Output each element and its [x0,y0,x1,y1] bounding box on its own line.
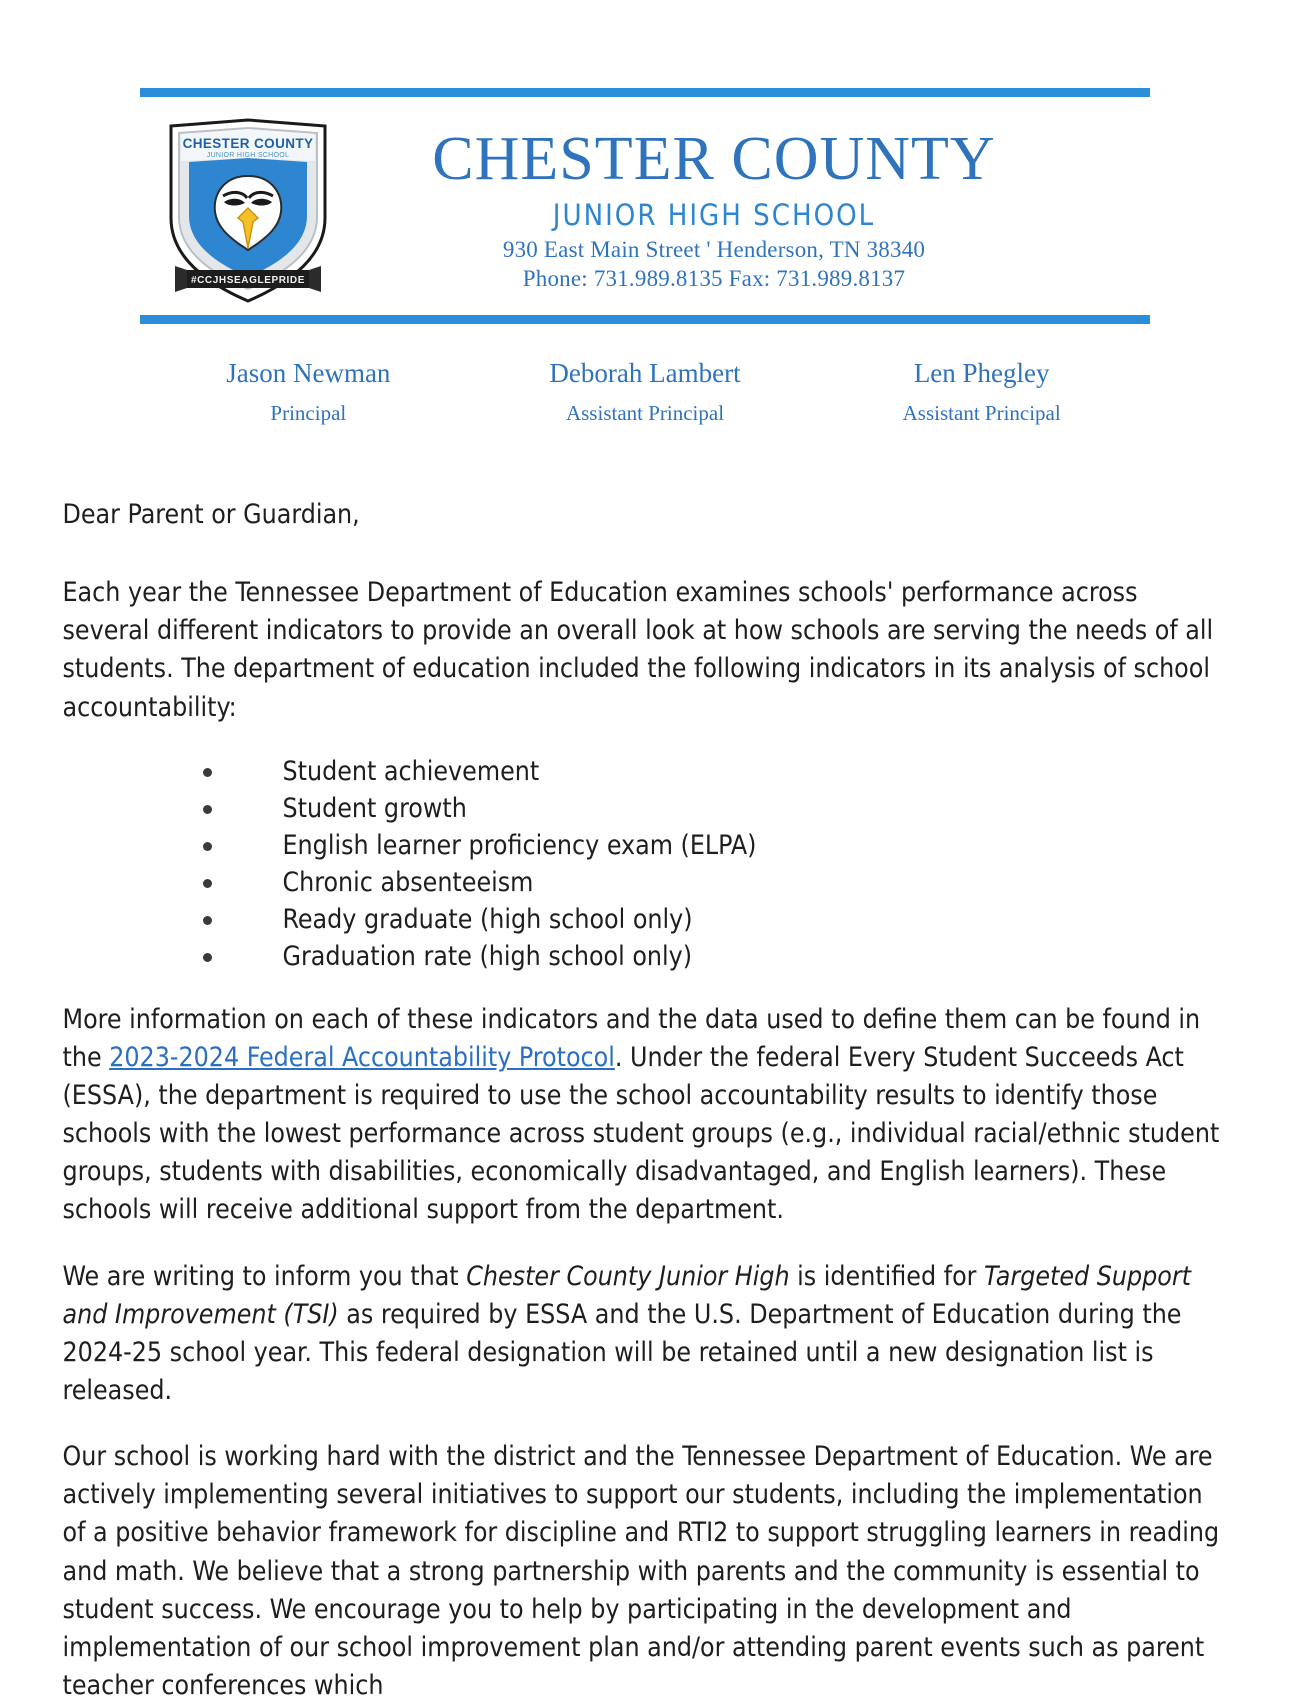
administrator-principal [140,358,477,426]
letterhead-bottom-rule [140,315,1150,324]
list-item-label: Student growth [282,792,467,824]
paragraph-tsi-designation [63,1258,1228,1411]
list-item-label: Chronic absenteeism [282,866,534,898]
letterhead-top-rule [140,88,1150,97]
list-item [203,903,1228,938]
list-item-label: Student achievement [282,755,540,787]
paragraph-more-information [63,1001,1228,1230]
list-item [203,792,1228,827]
letterhead [140,0,1150,324]
administrator-title: Assistant Principal [565,401,725,425]
svg-text:#CCJHSEAGLEPRIDE: #CCJHSEAGLEPRIDE [190,274,305,286]
tsi-text-a: We are writing to inform you that [62,1260,467,1292]
accountability-indicator-list [63,755,1228,975]
administrator-title: Principal [270,401,347,425]
bullet-icon [203,916,212,925]
administrator-name: Jason Newman [226,358,391,388]
list-item [203,940,1228,975]
list-item [203,829,1228,864]
paragraph-indicators-intro: Each year the Tennessee Department of Education examines schools' performance across several different indicators to provide an overall look at how schools are serving the needs of all students. The department of education included the following indicators in its analysis of school accountability: [62,577,1214,723]
svg-text:JUNIOR HIGH SCHOOL: JUNIOR HIGH SCHOOL [206,151,289,159]
tsi-text-c: as required by ESSA and the U.S. Department of Education during the 2024-25 school year. This federal designation will be retained until a new designation list is released. [62,1298,1182,1406]
list-item-label: Graduation rate (high school only) [282,940,693,972]
tsi-text-b: is identified for [789,1260,985,1292]
bullet-icon [203,805,212,814]
administrator-name: Deborah Lambert [549,358,741,388]
bullet-icon [203,768,212,777]
school-crest-icon [158,118,338,303]
salutation: Dear Parent or Guardian, [62,499,360,530]
school-address: 930 East Main Street ' Henderson, TN 38340 [502,236,926,262]
letterhead-text-block [338,125,1150,291]
paragraph-school-initiatives: Our school is working hard with the district and the Tennessee Department of Education. We are actively implementing several initiatives to support our students, including the implementation of a positive behavior framework for discipline and RTI2 to support struggling learners in reading and math. We believe that a strong partnership with parents and the community is essential to student success. We encourage you to help by participating in the development and implementation of our school improvement plan and/or attending parent events such as parent teacher conferences which [62,1441,1220,1702]
tsi-designation-italic: Targeted Support and Improvement (TSI) [62,1260,1191,1330]
school-phone-fax: Phone: 731.989.8135 Fax: 731.989.8137 [522,265,906,291]
federal-accountability-protocol-link[interactable]: 2023-2024 Federal Accountability Protocol [109,1041,615,1073]
bullet-icon [203,842,212,851]
list-item-label: Ready graduate (high school only) [282,903,693,935]
list-item [203,755,1228,790]
paragraph-text-before-link: More information on each of these indicators and the data used to define them can be found in the [62,1003,1201,1073]
paragraph-text-after-link: . Under the federal Every Student Succeeds Act (ESSA), the department is required to use the school accountability results to identify those schools with the lowest performance across student groups (e.g., individual racial/ethnic student groups, students with disabilities, economically disadvantaged, and English learners). These schools will receive additional support from the department. [62,1041,1220,1226]
list-item-label: English learner proficiency exam (ELPA) [282,829,757,861]
school-name-italic: Chester County Junior High [466,1260,790,1292]
bullet-icon [203,879,212,888]
administrator-assistant-principal-2 [813,358,1150,426]
administrators-row [140,358,1150,426]
administrator-title: Assistant Principal [902,401,1061,425]
school-subtitle: JUNIOR HIGH SCHOOL [552,197,876,232]
bullet-icon [203,953,212,962]
letterhead-content [140,101,1150,315]
administrator-assistant-principal-1 [477,358,814,426]
administrator-name: Len Phegley [913,358,1050,388]
school-name: CHESTER COUNTY [432,125,996,194]
list-item [203,866,1228,901]
svg-text:CHESTER COUNTY: CHESTER COUNTY [182,135,313,151]
letter-body [63,426,1228,1705]
